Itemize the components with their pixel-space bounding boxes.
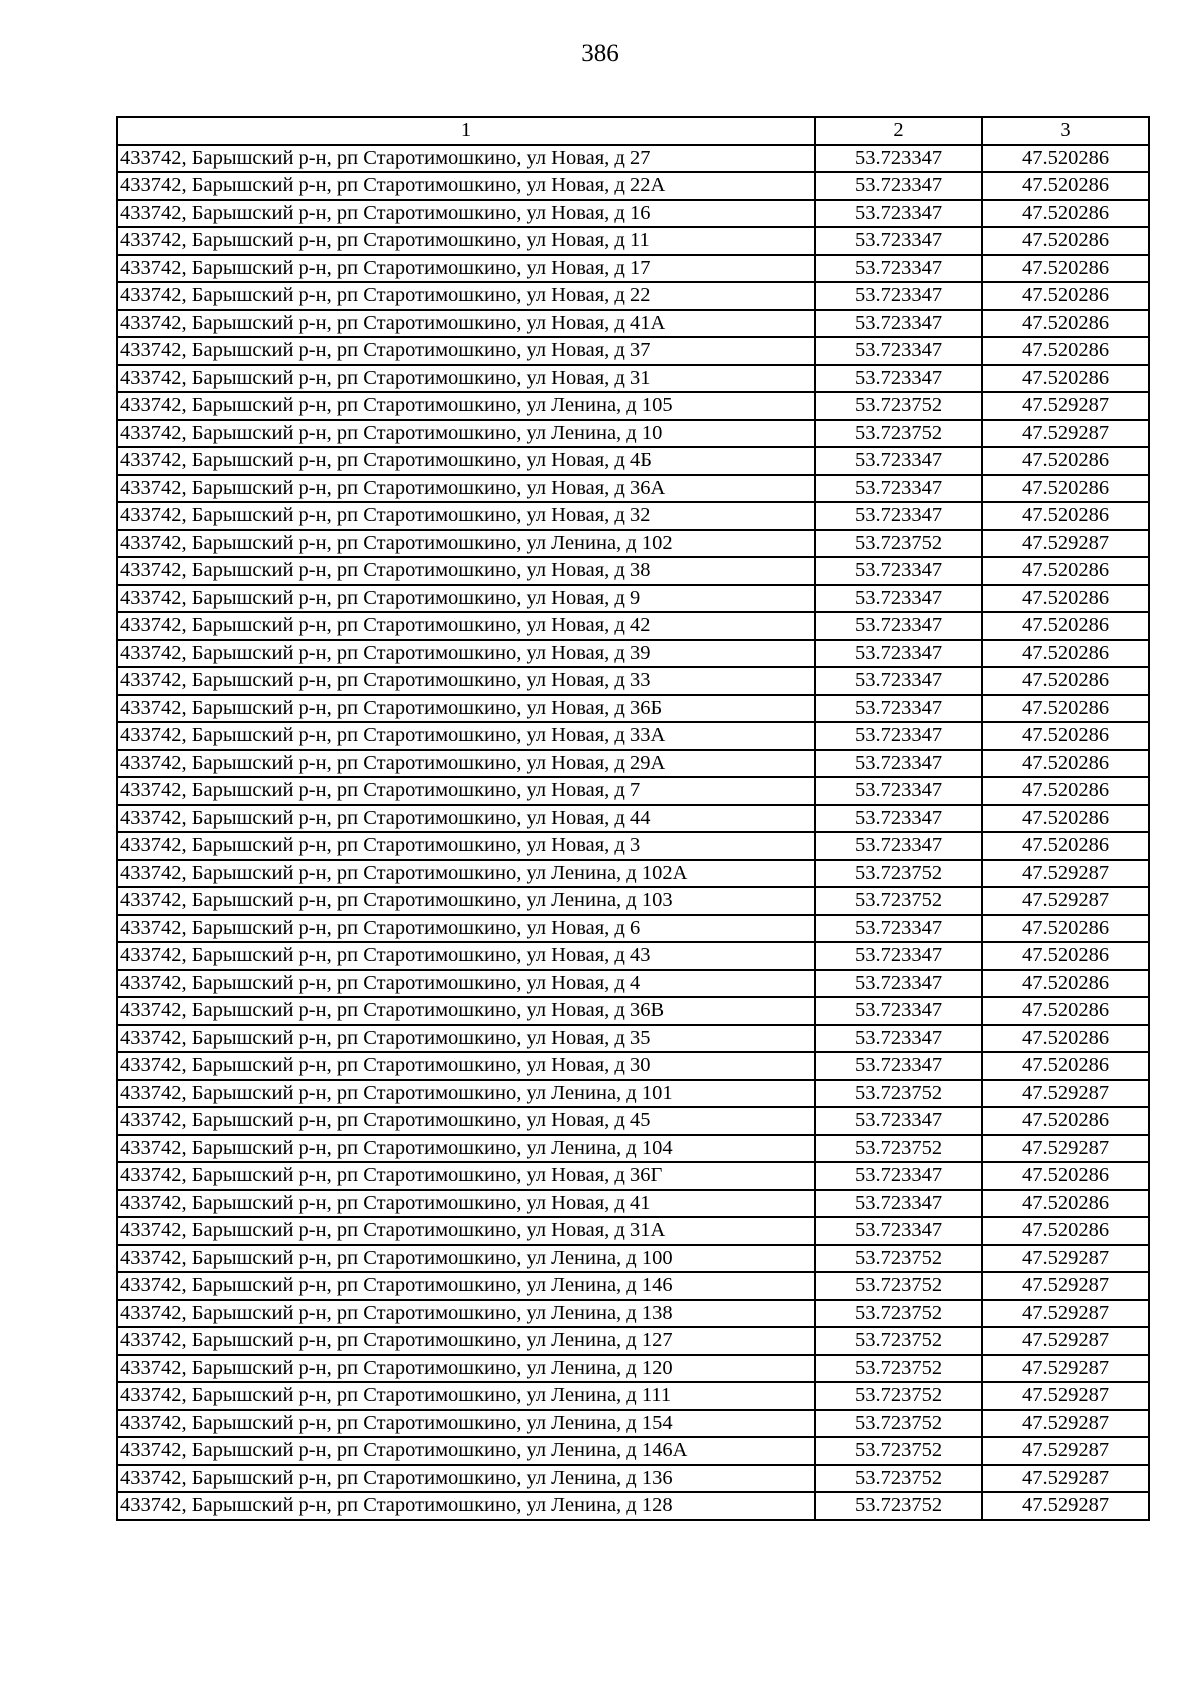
- address-cell: 433742, Барышский р-н, рп Старотимошкино, ул Новая, д 22А: [117, 172, 815, 200]
- table-row: [117, 640, 1149, 668]
- address-cell: 433742, Барышский р-н, рп Старотимошкино, ул Ленина, д 102: [117, 530, 815, 558]
- longitude-cell: 47.520286: [982, 585, 1149, 613]
- longitude-cell: 47.529287: [982, 1135, 1149, 1163]
- page-number: 386: [581, 40, 619, 67]
- table-row: [117, 1465, 1149, 1493]
- table-row: [117, 722, 1149, 750]
- table-row: [117, 832, 1149, 860]
- address-cell: 433742, Барышский р-н, рп Старотимошкино, ул Новая, д 27: [117, 145, 815, 173]
- table-row: [117, 805, 1149, 833]
- longitude-cell: 47.520286: [982, 750, 1149, 778]
- latitude-cell: 53.723752: [815, 1327, 982, 1355]
- latitude-cell: 53.723347: [815, 502, 982, 530]
- table-row: [117, 1327, 1149, 1355]
- longitude-cell: 47.529287: [982, 420, 1149, 448]
- longitude-cell: 47.520286: [982, 640, 1149, 668]
- address-cell: 433742, Барышский р-н, рп Старотимошкино, ул Ленина, д 101: [117, 1080, 815, 1108]
- address-cell: 433742, Барышский р-н, рп Старотимошкино, ул Новая, д 45: [117, 1107, 815, 1135]
- address-cell: 433742, Барышский р-н, рп Старотимошкино, ул Новая, д 6: [117, 915, 815, 943]
- table-row: [117, 392, 1149, 420]
- table-row: [117, 172, 1149, 200]
- address-cell: 433742, Барышский р-н, рп Старотимошкино, ул Новая, д 16: [117, 200, 815, 228]
- address-cell: 433742, Барышский р-н, рп Старотимошкино, ул Новая, д 33А: [117, 722, 815, 750]
- longitude-cell: 47.529287: [982, 530, 1149, 558]
- table-row: [117, 942, 1149, 970]
- table-row: [117, 200, 1149, 228]
- latitude-cell: 53.723752: [815, 860, 982, 888]
- longitude-cell: 47.520286: [982, 1107, 1149, 1135]
- address-cell: 433742, Барышский р-н, рп Старотимошкино, ул Новая, д 36Б: [117, 695, 815, 723]
- latitude-cell: 53.723347: [815, 612, 982, 640]
- longitude-cell: 47.520286: [982, 667, 1149, 695]
- longitude-cell: 47.529287: [982, 1492, 1149, 1520]
- address-cell: 433742, Барышский р-н, рп Старотимошкино, ул Новая, д 41А: [117, 310, 815, 338]
- address-cell: 433742, Барышский р-н, рп Старотимошкино, ул Ленина, д 120: [117, 1355, 815, 1383]
- table-row: [117, 667, 1149, 695]
- latitude-cell: 53.723347: [815, 200, 982, 228]
- longitude-cell: 47.529287: [982, 1382, 1149, 1410]
- address-cell: 433742, Барышский р-н, рп Старотимошкино, ул Новая, д 4Б: [117, 447, 815, 475]
- address-cell: 433742, Барышский р-н, рп Старотимошкино, ул Новая, д 35: [117, 1025, 815, 1053]
- address-cell: 433742, Барышский р-н, рп Старотимошкино, ул Ленина, д 100: [117, 1245, 815, 1273]
- latitude-cell: 53.723347: [815, 695, 982, 723]
- longitude-cell: 47.529287: [982, 887, 1149, 915]
- address-cell: 433742, Барышский р-н, рп Старотимошкино, ул Ленина, д 138: [117, 1300, 815, 1328]
- latitude-cell: 53.723347: [815, 557, 982, 585]
- table-row: [117, 1410, 1149, 1438]
- latitude-cell: 53.723752: [815, 1382, 982, 1410]
- longitude-cell: 47.520286: [982, 722, 1149, 750]
- longitude-cell: 47.529287: [982, 1080, 1149, 1108]
- table-row: [117, 970, 1149, 998]
- longitude-cell: 47.529287: [982, 1355, 1149, 1383]
- longitude-cell: 47.520286: [982, 502, 1149, 530]
- latitude-cell: 53.723347: [815, 310, 982, 338]
- address-cell: 433742, Барышский р-н, рп Старотимошкино, ул Новая, д 3: [117, 832, 815, 860]
- table-row: [117, 1217, 1149, 1245]
- table-row: [117, 887, 1149, 915]
- latitude-cell: 53.723347: [815, 970, 982, 998]
- column-header-longitude: 3: [982, 117, 1149, 145]
- table-row: [117, 1080, 1149, 1108]
- table-row: [117, 447, 1149, 475]
- latitude-cell: 53.723347: [815, 997, 982, 1025]
- latitude-cell: 53.723347: [815, 915, 982, 943]
- table-row: [117, 915, 1149, 943]
- longitude-cell: 47.520286: [982, 970, 1149, 998]
- table-row: [117, 1272, 1149, 1300]
- longitude-cell: 47.520286: [982, 255, 1149, 283]
- latitude-cell: 53.723752: [815, 1080, 982, 1108]
- latitude-cell: 53.723752: [815, 1465, 982, 1493]
- address-cell: 433742, Барышский р-н, рп Старотимошкино, ул Ленина, д 104: [117, 1135, 815, 1163]
- address-cell: 433742, Барышский р-н, рп Старотимошкино, ул Ленина, д 154: [117, 1410, 815, 1438]
- address-cell: 433742, Барышский р-н, рп Старотимошкино, ул Новая, д 41: [117, 1190, 815, 1218]
- latitude-cell: 53.723347: [815, 942, 982, 970]
- longitude-cell: 47.520286: [982, 557, 1149, 585]
- latitude-cell: 53.723347: [815, 1162, 982, 1190]
- latitude-cell: 53.723752: [815, 1135, 982, 1163]
- latitude-cell: 53.723347: [815, 832, 982, 860]
- address-cell: 433742, Барышский р-н, рп Старотимошкино, ул Ленина, д 128: [117, 1492, 815, 1520]
- latitude-cell: 53.723347: [815, 640, 982, 668]
- longitude-cell: 47.520286: [982, 612, 1149, 640]
- latitude-cell: 53.723752: [815, 1355, 982, 1383]
- longitude-cell: 47.529287: [982, 1437, 1149, 1465]
- address-cell: 433742, Барышский р-н, рп Старотимошкино, ул Новая, д 36А: [117, 475, 815, 503]
- longitude-cell: 47.529287: [982, 1410, 1149, 1438]
- latitude-cell: 53.723347: [815, 227, 982, 255]
- address-cell: 433742, Барышский р-н, рп Старотимошкино, ул Ленина, д 127: [117, 1327, 815, 1355]
- table-row: [117, 1107, 1149, 1135]
- address-cell: 433742, Барышский р-н, рп Старотимошкино, ул Новая, д 44: [117, 805, 815, 833]
- latitude-cell: 53.723752: [815, 392, 982, 420]
- longitude-cell: 47.520286: [982, 1052, 1149, 1080]
- latitude-cell: 53.723347: [815, 1190, 982, 1218]
- latitude-cell: 53.723347: [815, 282, 982, 310]
- longitude-cell: 47.520286: [982, 1025, 1149, 1053]
- longitude-cell: 47.520286: [982, 337, 1149, 365]
- latitude-cell: 53.723752: [815, 1300, 982, 1328]
- latitude-cell: 53.723347: [815, 475, 982, 503]
- table-body: [117, 145, 1149, 1520]
- longitude-cell: 47.520286: [982, 172, 1149, 200]
- table-row: [117, 750, 1149, 778]
- table-row: [117, 420, 1149, 448]
- longitude-cell: 47.520286: [982, 695, 1149, 723]
- address-cell: 433742, Барышский р-н, рп Старотимошкино, ул Новая, д 33: [117, 667, 815, 695]
- address-cell: 433742, Барышский р-н, рп Старотимошкино, ул Новая, д 36Г: [117, 1162, 815, 1190]
- longitude-cell: 47.529287: [982, 1245, 1149, 1273]
- longitude-cell: 47.529287: [982, 1272, 1149, 1300]
- longitude-cell: 47.520286: [982, 805, 1149, 833]
- longitude-cell: 47.529287: [982, 1300, 1149, 1328]
- longitude-cell: 47.520286: [982, 1217, 1149, 1245]
- table-row: [117, 1245, 1149, 1273]
- latitude-cell: 53.723752: [815, 1245, 982, 1273]
- latitude-cell: 53.723347: [815, 1025, 982, 1053]
- latitude-cell: 53.723347: [815, 447, 982, 475]
- address-cell: 433742, Барышский р-н, рп Старотимошкино, ул Ленина, д 146: [117, 1272, 815, 1300]
- address-cell: 433742, Барышский р-н, рп Старотимошкино, ул Ленина, д 105: [117, 392, 815, 420]
- address-cell: 433742, Барышский р-н, рп Старотимошкино, ул Ленина, д 102А: [117, 860, 815, 888]
- table-row: [117, 1025, 1149, 1053]
- longitude-cell: 47.520286: [982, 777, 1149, 805]
- address-cell: 433742, Барышский р-н, рп Старотимошкино, ул Новая, д 43: [117, 942, 815, 970]
- address-cell: 433742, Барышский р-н, рп Старотимошкино, ул Ленина, д 10: [117, 420, 815, 448]
- table-row: [117, 282, 1149, 310]
- table-row: [117, 612, 1149, 640]
- address-cell: 433742, Барышский р-н, рп Старотимошкино, ул Новая, д 22: [117, 282, 815, 310]
- latitude-cell: 53.723347: [815, 667, 982, 695]
- table-row: [117, 502, 1149, 530]
- table-row: [117, 365, 1149, 393]
- latitude-cell: 53.723347: [815, 1052, 982, 1080]
- longitude-cell: 47.529287: [982, 860, 1149, 888]
- address-cell: 433742, Барышский р-н, рп Старотимошкино, ул Новая, д 30: [117, 1052, 815, 1080]
- table-row: [117, 1190, 1149, 1218]
- latitude-cell: 53.723347: [815, 172, 982, 200]
- longitude-cell: 47.520286: [982, 447, 1149, 475]
- latitude-cell: 53.723752: [815, 1437, 982, 1465]
- longitude-cell: 47.529287: [982, 1327, 1149, 1355]
- table-row: [117, 145, 1149, 173]
- address-cell: 433742, Барышский р-н, рп Старотимошкино, ул Новая, д 36В: [117, 997, 815, 1025]
- table-row: [117, 1355, 1149, 1383]
- latitude-cell: 53.723752: [815, 420, 982, 448]
- latitude-cell: 53.723752: [815, 530, 982, 558]
- latitude-cell: 53.723347: [815, 1107, 982, 1135]
- latitude-cell: 53.723347: [815, 337, 982, 365]
- latitude-cell: 53.723347: [815, 145, 982, 173]
- address-cell: 433742, Барышский р-н, рп Старотимошкино, ул Новая, д 31: [117, 365, 815, 393]
- address-cell: 433742, Барышский р-н, рп Старотимошкино, ул Ленина, д 136: [117, 1465, 815, 1493]
- latitude-cell: 53.723347: [815, 805, 982, 833]
- latitude-cell: 53.723347: [815, 777, 982, 805]
- latitude-cell: 53.723752: [815, 1492, 982, 1520]
- longitude-cell: 47.520286: [982, 942, 1149, 970]
- table-row: [117, 475, 1149, 503]
- address-cell: 433742, Барышский р-н, рп Старотимошкино, ул Новая, д 9: [117, 585, 815, 613]
- address-cell: 433742, Барышский р-н, рп Старотимошкино, ул Ленина, д 111: [117, 1382, 815, 1410]
- table-row: [117, 1162, 1149, 1190]
- address-cell: 433742, Барышский р-н, рп Старотимошкино, ул Новая, д 39: [117, 640, 815, 668]
- address-coordinates-table: [116, 116, 1150, 1521]
- table-row: [117, 695, 1149, 723]
- table-row: [117, 227, 1149, 255]
- longitude-cell: 47.520286: [982, 915, 1149, 943]
- address-cell: 433742, Барышский р-н, рп Старотимошкино, ул Новая, д 38: [117, 557, 815, 585]
- longitude-cell: 47.520286: [982, 832, 1149, 860]
- longitude-cell: 47.520286: [982, 1162, 1149, 1190]
- table-row: [117, 557, 1149, 585]
- longitude-cell: 47.520286: [982, 310, 1149, 338]
- latitude-cell: 53.723752: [815, 1272, 982, 1300]
- longitude-cell: 47.520286: [982, 145, 1149, 173]
- longitude-cell: 47.520286: [982, 227, 1149, 255]
- table-row: [117, 255, 1149, 283]
- table-row: [117, 310, 1149, 338]
- address-cell: 433742, Барышский р-н, рп Старотимошкино, ул Новая, д 29А: [117, 750, 815, 778]
- address-cell: 433742, Барышский р-н, рп Старотимошкино, ул Новая, д 31А: [117, 1217, 815, 1245]
- latitude-cell: 53.723347: [815, 365, 982, 393]
- table-row: [117, 1382, 1149, 1410]
- table-row: [117, 1492, 1149, 1520]
- address-cell: 433742, Барышский р-н, рп Старотимошкино, ул Новая, д 37: [117, 337, 815, 365]
- table-row: [117, 1300, 1149, 1328]
- table-row: [117, 860, 1149, 888]
- table-row: [117, 777, 1149, 805]
- table-row: [117, 1437, 1149, 1465]
- address-cell: 433742, Барышский р-н, рп Старотимошкино, ул Новая, д 42: [117, 612, 815, 640]
- address-cell: 433742, Барышский р-н, рп Старотимошкино, ул Ленина, д 103: [117, 887, 815, 915]
- table-row: [117, 585, 1149, 613]
- column-header-address: 1: [117, 117, 815, 145]
- address-cell: 433742, Барышский р-н, рп Старотимошкино, ул Ленина, д 146А: [117, 1437, 815, 1465]
- address-cell: 433742, Барышский р-н, рп Старотимошкино, ул Новая, д 4: [117, 970, 815, 998]
- column-header-latitude: 2: [815, 117, 982, 145]
- longitude-cell: 47.529287: [982, 1465, 1149, 1493]
- address-cell: 433742, Барышский р-н, рп Старотимошкино, ул Новая, д 17: [117, 255, 815, 283]
- latitude-cell: 53.723347: [815, 1217, 982, 1245]
- table-row: [117, 1052, 1149, 1080]
- table-header-row: [117, 117, 1149, 145]
- longitude-cell: 47.529287: [982, 392, 1149, 420]
- longitude-cell: 47.520286: [982, 1190, 1149, 1218]
- latitude-cell: 53.723347: [815, 722, 982, 750]
- address-cell: 433742, Барышский р-н, рп Старотимошкино, ул Новая, д 32: [117, 502, 815, 530]
- table-row: [117, 997, 1149, 1025]
- latitude-cell: 53.723347: [815, 750, 982, 778]
- longitude-cell: 47.520286: [982, 997, 1149, 1025]
- longitude-cell: 47.520286: [982, 365, 1149, 393]
- longitude-cell: 47.520286: [982, 475, 1149, 503]
- table-row: [117, 530, 1149, 558]
- latitude-cell: 53.723347: [815, 585, 982, 613]
- latitude-cell: 53.723752: [815, 1410, 982, 1438]
- longitude-cell: 47.520286: [982, 200, 1149, 228]
- address-cell: 433742, Барышский р-н, рп Старотимошкино, ул Новая, д 7: [117, 777, 815, 805]
- latitude-cell: 53.723752: [815, 887, 982, 915]
- table-row: [117, 337, 1149, 365]
- table-row: [117, 1135, 1149, 1163]
- latitude-cell: 53.723347: [815, 255, 982, 283]
- address-cell: 433742, Барышский р-н, рп Старотимошкино, ул Новая, д 11: [117, 227, 815, 255]
- longitude-cell: 47.520286: [982, 282, 1149, 310]
